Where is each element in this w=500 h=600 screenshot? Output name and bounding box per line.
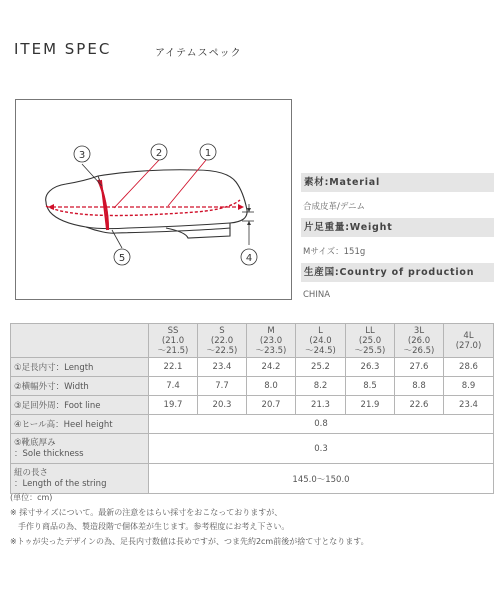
shoe-outline <box>46 170 247 238</box>
spec-country <box>301 263 494 300</box>
leader-line-3 <box>82 164 102 186</box>
spec-value: Mサイズ：151g <box>303 247 366 257</box>
marker-4 <box>241 249 257 265</box>
table-cell: 23.4 <box>198 358 247 377</box>
length-arrow-left-head <box>48 204 54 210</box>
table-cell-merged: 0.8 <box>149 415 494 434</box>
size-table <box>10 323 494 494</box>
row-label: 紐の長さ ：Length of the string <box>11 464 149 494</box>
section-subtitle: アイテムスペック <box>155 48 242 59</box>
svg-text:1: 1 <box>204 148 212 159</box>
size-col-header: 4L (27.0) <box>444 324 494 358</box>
note-line: ※トゥが尖ったデザインの為、足長内寸数値は長めですが、つま先約2cm前後が捨て寸となります。 <box>10 536 369 546</box>
table-cell: 20.3 <box>198 396 247 415</box>
section-title: ITEM SPEC <box>14 40 112 58</box>
table-cell: 8.9 <box>444 377 494 396</box>
table-cell: 8.8 <box>395 377 444 396</box>
size-col-header: LL (25.0 ～25.5) <box>346 324 395 358</box>
table-cell: 8.5 <box>346 377 395 396</box>
size-col-header: M (23.0 ～23.5) <box>247 324 296 358</box>
heel-dim-head-bottom <box>247 221 251 225</box>
table-row <box>11 358 494 377</box>
size-col-header: S (22.0 ～22.5) <box>198 324 247 358</box>
table-row <box>11 396 494 415</box>
svg-text:2: 2 <box>155 148 163 159</box>
table-cell: 20.7 <box>247 396 296 415</box>
table-cell: 19.7 <box>149 396 198 415</box>
table-cell: 25.2 <box>296 358 346 377</box>
note-line: 手作り商品の為、製造段階で個体差が生じます。参考程度にお考え下さい。 <box>10 522 290 531</box>
length-arrow-right-head <box>238 204 244 210</box>
row-label: ①足長内寸：Length <box>11 358 149 377</box>
table-cell-merged: 0.3 <box>149 434 494 464</box>
marker-2 <box>151 144 167 160</box>
spec-value: 合成皮革/デニム <box>303 202 366 212</box>
table-row <box>11 464 494 494</box>
measurement-diagram <box>15 99 292 300</box>
leader-line-2 <box>114 160 159 208</box>
row-label: ⑤靴底厚み ：Sole thickness <box>11 434 149 464</box>
spec-value: CHINA <box>303 290 331 300</box>
size-col-header: L (24.0 ～24.5) <box>296 324 346 358</box>
note-line: ※ 採寸サイズについて。最新の注意をはらい採寸をおこなっておりますが、 <box>10 507 283 517</box>
table-cell: 22.1 <box>149 358 198 377</box>
table-row <box>11 434 494 464</box>
unit-note: (単位：cm) <box>10 493 53 502</box>
marker-3 <box>74 146 90 162</box>
shoe-diagram-svg <box>16 100 293 301</box>
svg-text:3: 3 <box>78 150 86 161</box>
row-label: ②横幅外寸：Width <box>11 377 149 396</box>
table-cell: 27.6 <box>395 358 444 377</box>
table-cell: 26.3 <box>346 358 395 377</box>
row-label: ③足回外周：Foot line <box>11 396 149 415</box>
table-row <box>11 415 494 434</box>
header-blank-cell <box>11 324 149 358</box>
svg-text:4: 4 <box>245 253 253 264</box>
spec-weight <box>301 218 494 257</box>
size-header-row <box>11 324 494 358</box>
spec-label: 片足重量:Weight <box>301 218 494 237</box>
leader-line-1 <box>168 160 206 206</box>
size-col-header: 3L (26.0 ～26.5) <box>395 324 444 358</box>
spec-label: 生産国:Country of production <box>301 263 494 282</box>
table-cell: 22.6 <box>395 396 444 415</box>
size-col-header: SS (21.0 ～21.5) <box>149 324 198 358</box>
table-cell: 28.6 <box>444 358 494 377</box>
spec-material <box>301 173 494 212</box>
table-row <box>11 377 494 396</box>
foot-line-curve <box>46 200 240 216</box>
notes <box>10 491 369 549</box>
table-cell: 7.4 <box>149 377 198 396</box>
marker-1 <box>200 144 216 160</box>
table-cell: 24.2 <box>247 358 296 377</box>
table-cell: 21.9 <box>346 396 395 415</box>
table-cell: 23.4 <box>444 396 494 415</box>
table-cell: 7.7 <box>198 377 247 396</box>
svg-text:5: 5 <box>118 253 126 264</box>
row-label: ④ヒール高：Heel height <box>11 415 149 434</box>
spec-label: 素材:Material <box>301 173 494 192</box>
table-cell: 8.0 <box>247 377 296 396</box>
marker-5 <box>114 249 130 265</box>
table-cell-merged: 145.0～150.0 <box>149 464 494 494</box>
table-cell: 21.3 <box>296 396 346 415</box>
table-cell: 8.2 <box>296 377 346 396</box>
